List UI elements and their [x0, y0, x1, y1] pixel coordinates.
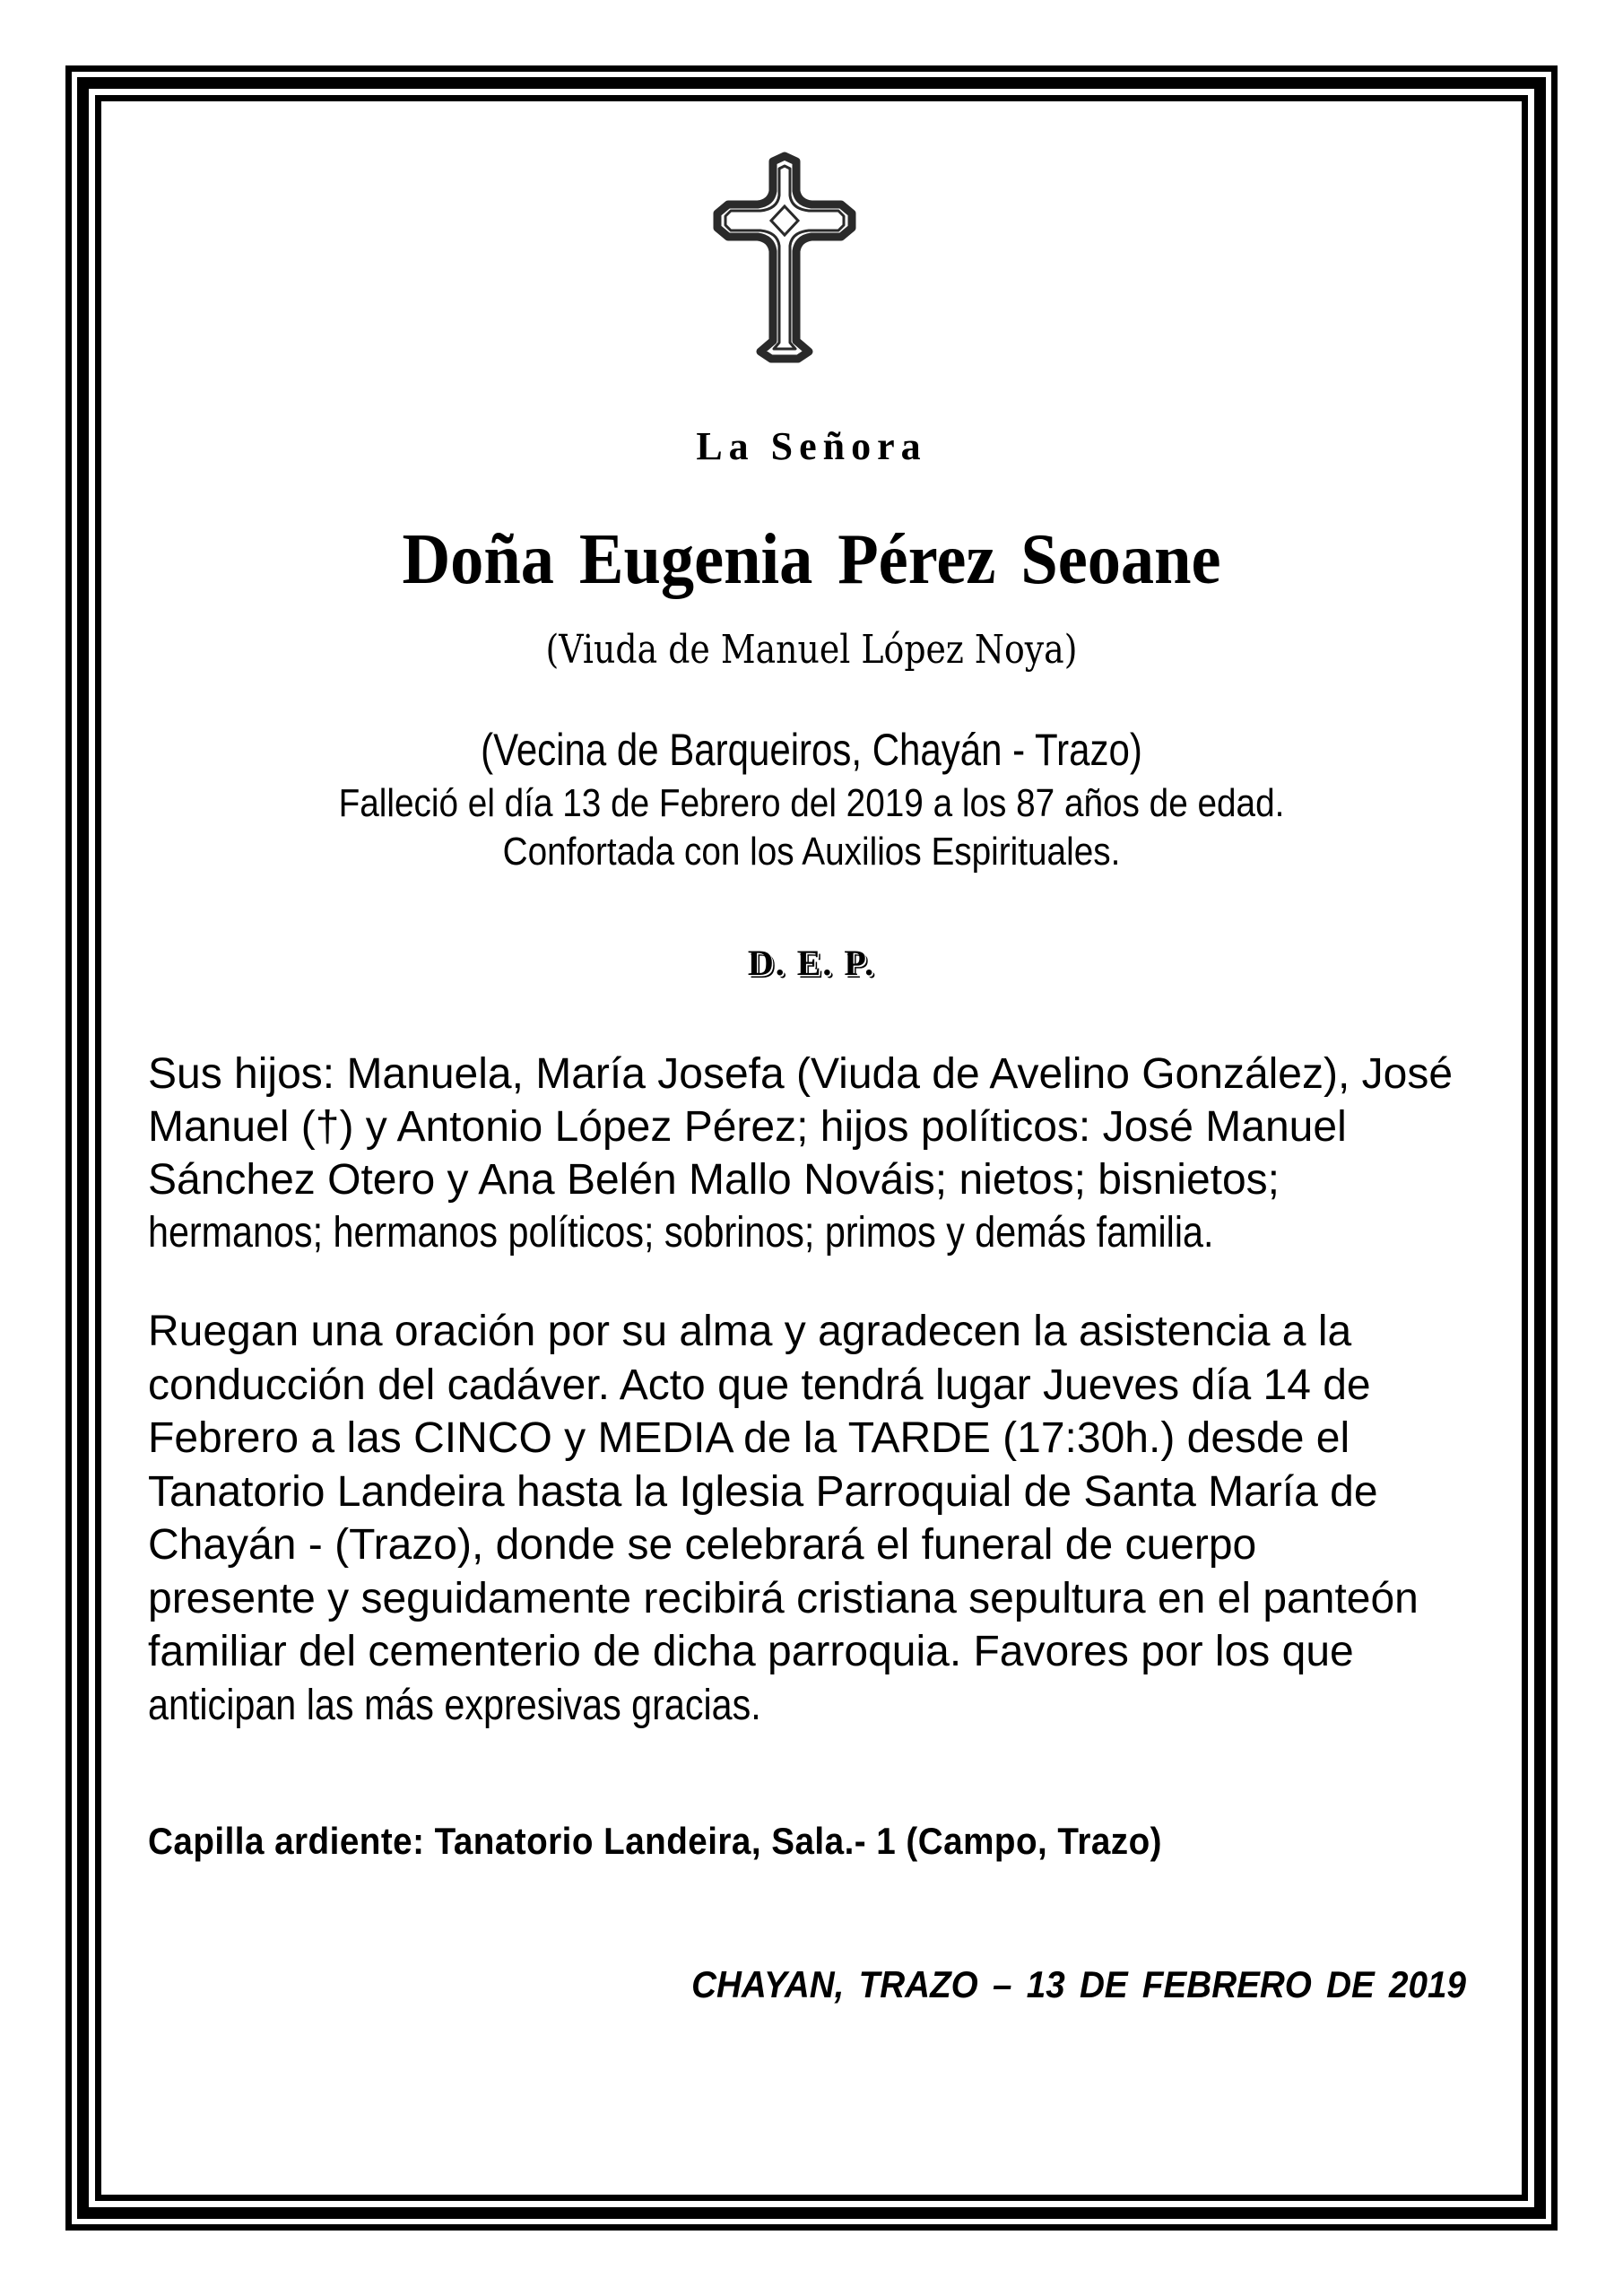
prayer-line: Ruegan una oración por su alma y agradecen la asistencia a la: [148, 1308, 1352, 1355]
family-line: hermanos; hermanos políticos; sobrinos; primos y demás familia.: [148, 1209, 1214, 1257]
prayer-line: Tanatorio Landeira hasta la Iglesia Parroquial de Santa María de: [148, 1467, 1378, 1516]
family-line: Sus hijos: Manuela, María Josefa (Viuda de Avelino González), José: [148, 1050, 1454, 1098]
prayer-line: Chayán - (Trazo), donde se celebrará el funeral de cuerpo: [148, 1521, 1257, 1569]
family-line: Sánchez Otero y Ana Belén Mallo Nováis; nietos; bisnietos;: [148, 1156, 1280, 1204]
family-line: Manuel (†) y Antonio López Pérez; hijos políticos: José Manuel: [148, 1103, 1347, 1151]
prayer-line: anticipan las más expresivas gracias.: [148, 1681, 761, 1729]
deceased-name: Doña Eugenia Pérez Seoane: [402, 520, 1221, 599]
residence: (Vecina de Barqueiros, Chayán - Trazo): [481, 725, 1142, 775]
place-and-date: CHAYAN, TRAZO – 13 DE FEBRERO DE 2019: [691, 1963, 1466, 2005]
prayer-line: familiar del cementerio de dicha parroquia. Favores por los que: [148, 1628, 1354, 1675]
intro-title: La Señora: [696, 424, 927, 468]
chapel-location: Capilla ardiente: Tanatorio Landeira, Sala.- 1 (Campo, Trazo): [148, 1820, 1162, 1862]
prayers-paragraph: [148, 1305, 1480, 1732]
widow-of: (Viuda de Manuel López Noya): [545, 627, 1078, 673]
comfort-line: Confortada con los Auxilios Espirituales.: [502, 830, 1121, 874]
prayer-line: Febrero a las CINCO y MEDIA de la TARDE (17:30h.) desde el: [148, 1414, 1350, 1462]
prayer-line: presente y seguidamente recibirá cristiana sepultura en el panteón: [148, 1574, 1419, 1622]
latin-cross-icon: [708, 151, 861, 368]
prayer-line: conducción del cadáver. Acto que tendrá lugar Jueves día 14 de: [148, 1361, 1371, 1409]
family-paragraph: [148, 1048, 1480, 1259]
death-details: Falleció el día 13 de Febrero del 2019 a los 87 años de edad.: [338, 781, 1285, 825]
rip-abbreviation: D. E. P.: [747, 943, 876, 983]
